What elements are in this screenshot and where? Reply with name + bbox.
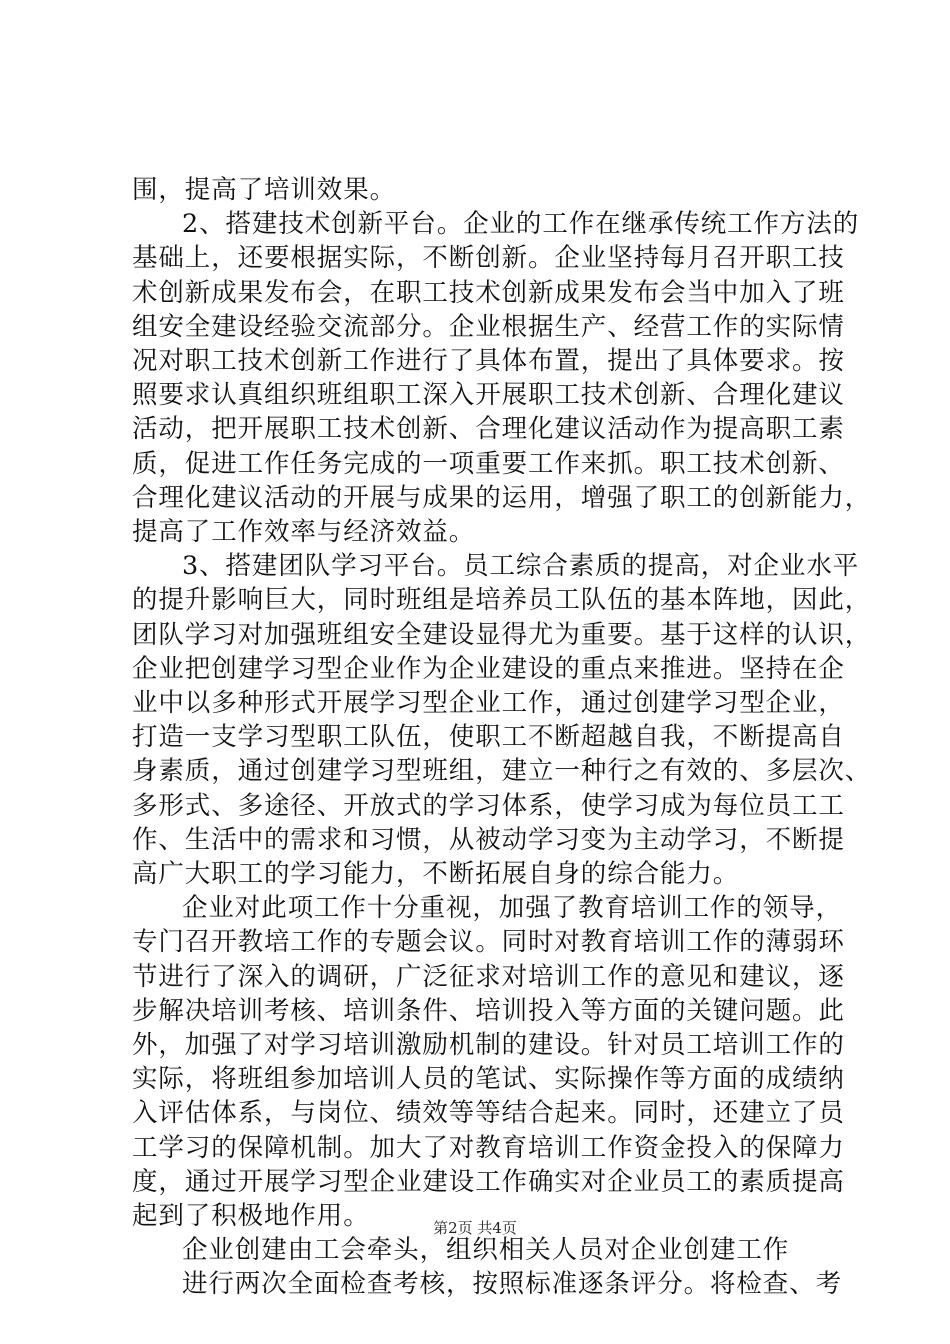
- page-number-footer: 第2页 共4页: [433, 1219, 517, 1237]
- text-line: 提高了工作效率与经济效益。: [132, 517, 476, 547]
- text-line: 打造一支学习型职工队伍，使职工不断超越自我，不断提高自: [132, 722, 845, 752]
- text-line: 度，通过开展学习型企业建设工作确实对企业员工的素质提高: [132, 1167, 845, 1197]
- text-line: 基础上，还要根据实际，不断创新。企业坚持每月召开职工技: [132, 243, 845, 273]
- text-line: 团队学习对加强班组安全建设显得尤为重要。基于这样的认识，: [132, 620, 872, 650]
- text-line: 照要求认真组织班组职工深入开展职工技术创新、合理化建议: [132, 380, 845, 410]
- text-line: 实际，将班组参加培训人员的笔试、实际操作等方面的成绩纳: [132, 1064, 845, 1094]
- text-line: 作、生活中的需求和习惯，从被动学习变为主动学习，不断提: [132, 825, 845, 855]
- text-line: 合理化建议活动的开展与成果的运用，增强了职工的创新能力，: [132, 483, 872, 513]
- text-line: 入评估体系，与岗位、绩效等等结合起来。同时，还建立了员: [132, 1098, 845, 1128]
- text-line: 组安全建设经验交流部分。企业根据生产、经营工作的实际情: [132, 312, 845, 342]
- text-line: 步解决培训考核、培训条件、培训投入等方面的关键问题。此: [132, 996, 845, 1026]
- text-line: 专门召开教培工作的专题会议。同时对教育培训工作的薄弱环: [132, 927, 845, 957]
- text-line: 业中以多种形式开展学习型企业工作，通过创建学习型企业，: [132, 688, 845, 718]
- text-line: 企业创建由工会牵头，组织相关人员对企业创建工作: [182, 1235, 790, 1265]
- text-line: 进行两次全面检查考核，按照标准逐条评分。将检查、考: [182, 1269, 843, 1299]
- text-line: 术创新成果发布会，在职工技术创新成果发布会当中加入了班: [132, 278, 845, 308]
- text-line: 2、搭建技术创新平台。企业的工作在继承传统工作方法的: [182, 209, 860, 239]
- text-line: 节进行了深入的调研，广泛征求对培训工作的意见和建议，逐: [132, 962, 845, 992]
- text-line: 外，加强了对学习培训激励机制的建设。针对员工培训工作的: [132, 1030, 845, 1060]
- text-line: 围，提高了培训效果。: [132, 175, 397, 205]
- text-line: 起到了积极地作用。: [132, 1201, 370, 1231]
- text-line: 况对职工技术创新工作进行了具体布置，提出了具体要求。按: [132, 346, 845, 376]
- text-line: 企业把创建学习型企业作为企业建设的重点来推进。坚持在企: [132, 654, 845, 684]
- text-line: 多形式、多途径、开放式的学习体系，使学习成为每位员工工: [132, 791, 845, 821]
- text-line: 的提升影响巨大，同时班组是培养员工队伍的基本阵地，因此，: [132, 585, 872, 615]
- text-line: 身素质，通过创建学习型班组，建立一种行之有效的、多层次、: [132, 756, 872, 786]
- text-line: 活动，把开展职工技术创新、合理化建议活动作为提高职工素: [132, 414, 845, 444]
- text-line: 工学习的保障机制。加大了对教育培训工作资金投入的保障力: [132, 1133, 845, 1163]
- text-line: 高广大职工的学习能力，不断拓展自身的综合能力。: [132, 859, 740, 889]
- text-line: 3、搭建团队学习平台。员工综合素质的提高，对企业水平: [182, 551, 860, 581]
- text-line: 质，促进工作任务完成的一项重要工作来抓。职工技术创新、: [132, 449, 845, 479]
- text-line: 企业对此项工作十分重视，加强了教育培训工作的领导，: [182, 893, 843, 923]
